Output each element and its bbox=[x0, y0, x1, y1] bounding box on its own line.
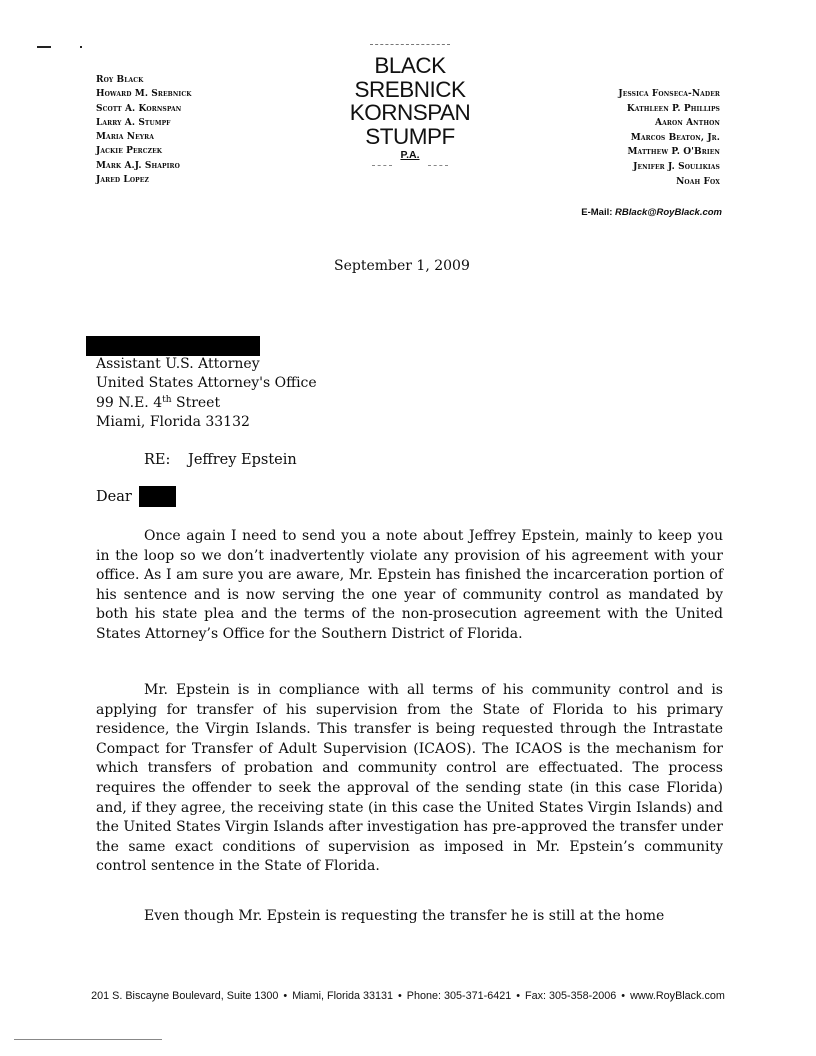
partner-names-left bbox=[96, 73, 192, 187]
scan-artifact bbox=[14, 1039, 162, 1040]
logo-line: SREBNICK bbox=[354, 76, 466, 102]
firm-logo bbox=[336, 44, 484, 161]
letterhead-footer bbox=[0, 990, 816, 1002]
logo-pa: P.A. bbox=[400, 149, 420, 161]
salutation-text: Dear bbox=[96, 489, 132, 505]
associate-name: Marcos Beaton, Jr. bbox=[630, 132, 720, 143]
logo-line: BLACK bbox=[374, 53, 446, 78]
partner-name: Larry A. Stumpf bbox=[96, 117, 171, 128]
re-subject: Jeffrey Epstein bbox=[188, 452, 297, 468]
logo-line: STUMPF bbox=[365, 123, 455, 149]
logo-decoration bbox=[370, 44, 450, 46]
associate-name: Matthew P. O'Brien bbox=[627, 147, 720, 158]
footer-fax: Fax: 305-358-2006 bbox=[525, 990, 617, 1002]
footer-phone: Phone: 305-371-6421 bbox=[406, 990, 512, 1002]
partner-name: Maria Neyra bbox=[96, 132, 155, 143]
recipient-street bbox=[96, 394, 317, 413]
re-label: RE: bbox=[144, 452, 171, 468]
partner-name: Jackie Perczek bbox=[96, 146, 163, 157]
footer-address: 201 S. Biscayne Boulevard, Suite 1300 bbox=[91, 990, 279, 1002]
partner-name: Roy Black bbox=[96, 75, 144, 85]
redaction-block bbox=[86, 336, 260, 356]
associate-name: Jessica Fonseca-Nader bbox=[618, 89, 720, 99]
re-line bbox=[144, 452, 297, 468]
street-number: 99 N.E. 4 bbox=[96, 394, 163, 411]
logo-decoration bbox=[428, 165, 448, 166]
bullet-separator: • bbox=[513, 990, 524, 1002]
body-paragraph: Even though Mr. Epstein is requesting the transfer he is still at the home bbox=[144, 908, 665, 924]
partner-name: Jared Lopez bbox=[96, 175, 149, 186]
recipient-city: Miami, Florida 33132 bbox=[96, 414, 250, 431]
recipient-address bbox=[96, 355, 317, 433]
scan-artifact bbox=[37, 46, 51, 48]
letter-date: September 1, 2009 bbox=[334, 258, 470, 274]
bullet-separator: • bbox=[395, 990, 405, 1002]
logo-decoration bbox=[372, 165, 392, 166]
footer-city: Miami, Florida 33131 bbox=[292, 990, 394, 1002]
bullet-separator: • bbox=[280, 990, 291, 1002]
scan-artifact bbox=[80, 46, 82, 48]
partner-name: Mark A.J. Shapiro bbox=[96, 160, 180, 171]
email-label: E-Mail: bbox=[581, 207, 613, 218]
redaction-block bbox=[139, 486, 176, 507]
street-ordinal: th bbox=[162, 394, 172, 405]
street-suffix: Street bbox=[171, 394, 221, 411]
associate-name: Kathleen P. Phillips bbox=[626, 103, 720, 114]
partner-name: Scott A. Kornspan bbox=[96, 103, 182, 114]
partner-name: Howard M. Srebnick bbox=[96, 89, 192, 100]
associate-name: Jenifer J. Soulikias bbox=[633, 161, 720, 172]
recipient-office: United States Attorney's Office bbox=[96, 375, 317, 392]
salutation bbox=[96, 489, 132, 505]
logo-line: KORNSPAN bbox=[349, 100, 471, 125]
recipient-title: Assistant U.S. Attorney bbox=[96, 356, 260, 372]
associate-name: Noah Fox bbox=[676, 176, 720, 187]
body-paragraph: Once again I need to send you a note about Jeffrey Epstein, mainly to keep you in the loop so we don’t inadvertently violate any provision of his agreement with your office. As I am sure you are aware, Mr. Epstein has finished the incarceration portion of his sentence and is now serving the one year of community control as mandated by both his state plea and the terms of the non-prosecution agreement with the United States Attorney’s Office for the Southern District of Florida. bbox=[96, 528, 723, 642]
email-line bbox=[581, 207, 722, 218]
body-paragraph: Mr. Epstein is in compliance with all terms of his community control and is applying for transfer of his supervision from the State of Florida to his primary residence, the Virgin Islands. This transfer is being requested through the Intrastate Compact for Transfer of Adult Supervision (ICAOS). The ICAOS is the mechanism for which transfers of probation and community control are effectuated. The process requires the offender to seek the approval of the sending state (in this case Florida) and, if they agree, the receiving state (in this case the United States Virgin Islands) and the United States Virgin Islands after investigation has pre-approved the transfer under the same exact conditions of supervision as imposed in Mr. Epstein’s community control sentence in the State of Florida. bbox=[96, 682, 723, 875]
partner-names-right bbox=[618, 87, 720, 189]
footer-web[interactable]: www.RoyBlack.com bbox=[630, 990, 725, 1002]
bullet-separator: • bbox=[618, 990, 629, 1002]
email-address[interactable]: RBlack@RoyBlack.com bbox=[615, 207, 722, 218]
associate-name: Aaron Anthon bbox=[655, 118, 720, 129]
